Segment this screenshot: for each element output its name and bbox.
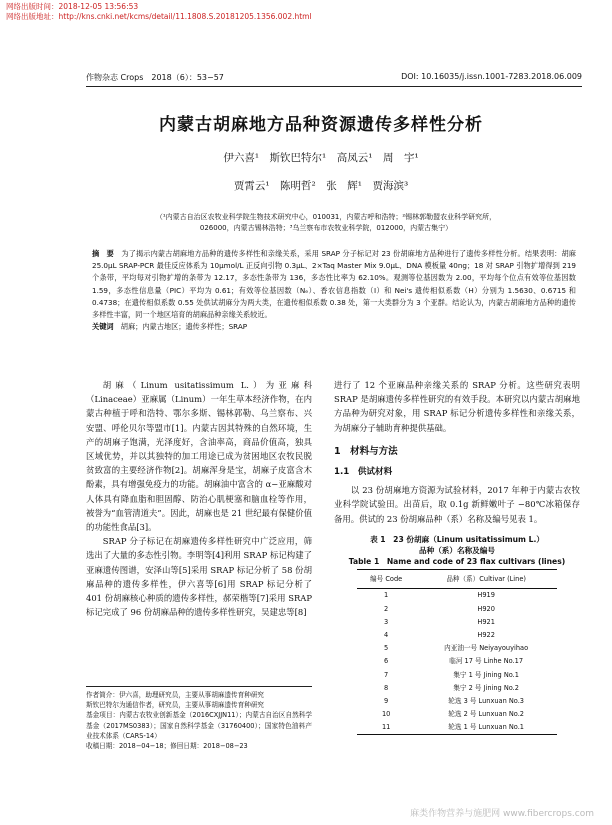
footnotes	[86, 686, 312, 751]
cell-cultivar: 轮选 3 号 Lunxuan No.3	[448, 696, 524, 705]
cell-cultivar: 轮选 2 号 Lunxuan No.2	[448, 710, 524, 719]
body-paragraph: 进行了 12 个亚麻品种亲缘关系的 SRAP 分析。这些研究表明 SRAP 是胡麻遗传多样性研究的有效手段。本研究以内蒙古胡麻地方品种为研究对象，用 SRAP 标记分析遗传多样性和亲缘关系，为胡麻分子辅助育种提供基础。	[334, 380, 580, 433]
body-paragraph: 胡麻（Linum usitatissimum L.）为亚麻科（Linaceae）亚麻属（Linum）一年生草本经济作物，在内蒙古种植于呼和浩特、鄂尔多斯、锡林郭勒、乌兰察布、兴安盟、呼伦贝尔等盟市[1]。内蒙古因其特殊的自然环境，生产的胡麻子饱满，光泽度好，含油率高，商品价值高，独具区域优势，并以其独特的加工用途已成为贫困地区农牧民脱贫致富的主要经济作物[2]。胡麻浑身是宝，胡麻子皮富含木酚素，具有增强免疫力的功能。胡麻油中富含的 α−亚麻酸对人体具有降血脂和胆固醇、防治心肌梗塞和脑血栓等作用，被誉为“血管清道夫”。因此，胡麻也是 21 世纪最有保健价值的功能性食品[3]。	[86, 380, 312, 533]
table-row	[357, 602, 557, 615]
cell-cultivar: 轮选 1 号 Lunxuan No.1	[415, 721, 557, 735]
table-row	[357, 642, 557, 655]
header-rule	[86, 86, 582, 87]
journal-citation: 作物杂志 Crops 2018（6）：53−57	[86, 73, 224, 82]
table-row	[357, 708, 557, 721]
cell-code: 10	[381, 710, 391, 719]
keywords-label: 关键词	[92, 322, 114, 332]
cell-cultivar: H919	[477, 591, 495, 600]
table-1	[334, 534, 580, 735]
body-paragraph: 以 23 份胡麻地方资源为试验材料，2017 年种于内蒙古农牧业科学院试验田。出苗后，取 0.1g 新鲜嫩叶子 −80℃冰箱保存备用。供试的 23 份胡麻品种（系）名称及编号见表 1。	[334, 485, 580, 524]
cell-cultivar: 集宁 1 号 Jining No.1	[453, 670, 519, 679]
online-publication-header	[6, 2, 312, 22]
table-caption-cn: 表 1 23 份胡麻（Linum usitatissimum L.）	[370, 534, 544, 544]
subsection-heading: 1.1 供试材料	[334, 467, 393, 478]
table-header-code: 编号 Code	[357, 569, 415, 588]
cell-code: 1	[384, 591, 389, 600]
table-row	[357, 695, 557, 708]
table-header-cultivar: 品种（系）Cultivar (Line)	[415, 569, 557, 588]
table-row	[357, 721, 557, 735]
publication-time: 网络出版时间：2018-12-05 13:56:53	[6, 2, 139, 11]
cell-cultivar: 内亚油一号 Neiyayouyihao	[444, 644, 529, 653]
table-caption-en: Table 1 Name and code of 23 flax cultivars (lines)	[348, 556, 566, 566]
cell-code: 5	[384, 644, 389, 653]
cell-cultivar: H921	[477, 617, 495, 626]
cell-code: 8	[384, 683, 389, 692]
footnote-author: 作者简介：伊六喜，助理研究员，主要从事胡麻遗传育种研究	[86, 691, 265, 699]
section-heading: 1 材料与方法	[334, 445, 398, 457]
footnote-dates: 收稿日期：2018−04−18；修回日期：2018−08−23	[86, 742, 248, 751]
abstract-text: 为了揭示内蒙古胡麻地方品种的遗传多样性和亲缘关系，采用 SRAP 分子标记对 23 份胡麻地方品种进行了遗传多样性分析。结果表明：胡麻 25.0μL SRAP-PCR 最佳反应体系为 10μmol/L 正反向引物 0.3μL、2×Taq Master Mix 9.0μL、DNA 模板量 40ng；18 对 SRAP 引物扩增得到 219 个条带，平均每对引物扩增的条带为 12.17，多态性条带为 136，多态性比率为 62.10%。观测等位基因数为 2.00，平均每个位点有效等位基因数 1.59，多态性信息量（PIC）平均为 0.61；有效等位基因数（Nₑ）、香农信息指数（I）和 Nei's 遗传相似系数（H）分别为 1.5630、0.6715 和 0.4738；在遗传相似系数 0.55 处供试胡麻分为两大类，在遗传相似系数 0.38 处，第一大类群分为 3 个亚群。结论认为，内蒙古胡麻地方品种的遗传多样性丰富，同一个地区培育的胡麻品种亲缘关系较近。	[92, 249, 576, 320]
affiliation-line: 026000，内蒙古锡林浩特；³乌兰察布市农牧业科学院，012000，内蒙古集宁）	[199, 224, 453, 232]
cell-code: 11	[357, 721, 415, 735]
right-column	[334, 378, 580, 735]
table-caption-cn-2: 品种（系）名称及编号	[419, 545, 495, 555]
affiliation-line: （¹内蒙古自治区农牧业科学院生物技术研究中心，010031，内蒙古呼和浩特；²锡林郭勒盟农业科学研究所，	[155, 213, 497, 221]
abstract-label: 摘 要	[92, 249, 114, 258]
abstract-block	[92, 248, 576, 333]
publication-url[interactable]: 网络出版地址：http://kns.cnki.net/kcms/detail/11.1808.S.20181205.1356.002.html	[6, 12, 312, 21]
keywords: 胡麻；内蒙古地区；遗传多样性；SRAP	[120, 322, 248, 332]
cell-cultivar: H920	[477, 604, 495, 613]
cell-cultivar: 集宁 2 号 Jining No.2	[453, 683, 519, 692]
footnote-funding: 基金项目：内蒙古农牧业创新基金（2016CXJJN11）；内蒙古自治区自然科学基金（2017MS0383）；国家自然科学基金（31760400）；国家特色油料产业技术体系（CARS-14）	[86, 711, 312, 740]
table-row	[357, 655, 557, 668]
authors-line-2: 贾霄云¹ 陈明哲² 张 辉¹ 贾海滨³	[233, 180, 409, 192]
cultivar-table	[357, 569, 557, 735]
cell-code: 2	[384, 604, 389, 613]
table-row	[357, 615, 557, 628]
cell-cultivar: H922	[477, 630, 495, 639]
left-column	[86, 378, 312, 619]
journal-header	[86, 72, 582, 83]
table-row	[357, 668, 557, 681]
footnote-corresponding: 斯钦巴特尔为通信作者，研究员，主要从事胡麻遗传育种研究	[86, 701, 265, 710]
table-row	[357, 629, 557, 642]
doi: DOI: 10.16035/j.issn.1001-7283.2018.06.009	[401, 72, 582, 81]
paper-title: 内蒙古胡麻地方品种资源遗传多样性分析	[159, 115, 483, 135]
cell-code: 3	[384, 617, 389, 626]
table-row	[357, 681, 557, 694]
site-watermark: 麻类作物营养与施肥网 www.fibercrops.com	[410, 809, 594, 819]
affiliations	[100, 212, 552, 234]
cell-code: 6	[384, 657, 389, 666]
cell-code: 7	[384, 670, 389, 679]
authors-line-1: 伊六喜¹ 斯钦巴特尔¹ 高凤云¹ 周 宇¹	[223, 152, 419, 164]
cell-code: 9	[384, 696, 389, 705]
cell-cultivar: 临河 17 号 Linhe No.17	[449, 657, 524, 666]
body-paragraph: SRAP 分子标记在胡麻遗传多样性研究中广泛应用，筛选出了大量的多态性引物。李明等[4]利用 SRAP 标记构建了亚麻遗传图谱，安泽山等[5]采用 SRAP 标记分析了 58 份胡麻品种的遗传多样性，伊六喜等[6]用 SRAP 标记分析了 401 份胡麻核心种质的遗传多样性，郝荣楷等[7]采用 SRAP 标记完成了 96 份胡麻品种的遗传多样性研究，吴建忠等[8]	[86, 536, 312, 618]
table-row	[357, 589, 557, 603]
cell-code: 4	[384, 630, 389, 639]
